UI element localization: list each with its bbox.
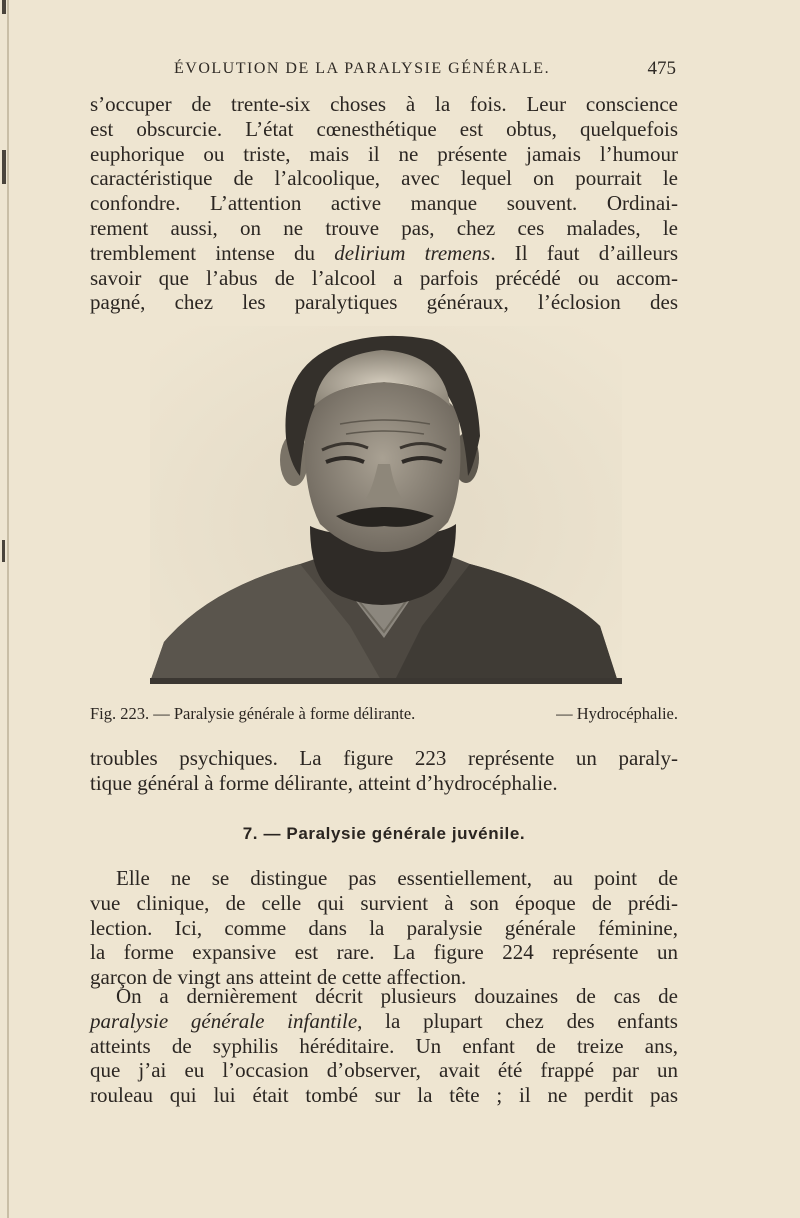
running-head-title: ÉVOLUTION DE LA PARALYSIE GÉNÉRALE. [174,60,551,77]
text-line: Elle ne se distingue pas essentiellement, au point de [116,866,678,890]
portrait-photo [150,326,622,684]
paragraph-3 [90,866,678,990]
text-line: lection. Ici, comme dans la paralysie générale féminine, [90,915,678,940]
page-edge-mark [2,150,6,184]
figure-portrait-photo [150,326,622,684]
page-edge-mark [2,0,6,14]
figure-caption [90,704,680,726]
text-line: que j’ai eu l’occasion d’observer, avait été frappé par un [90,1058,678,1083]
text-line: savoir que l’abus de l’alcool a parfois précédé ou accom- [90,265,678,290]
italic-term: paralysie générale infantile [90,1008,358,1033]
text-line: euphorique ou triste, mais il ne présente jamais l’humour [90,141,678,166]
figure-caption-secondary: — Hydrocéphalie. [556,704,678,723]
section-heading: 7. — Paralysie générale juvénile. [242,824,526,843]
text-line: pagné, chez les paralytiques généraux, l’éclosion des [90,290,678,315]
text-line: rouleau qui lui était tombé sur la tête ; il ne perdit pas [90,1083,678,1108]
text-line: la forme expansive est rare. La figure 224 représente un [90,940,678,965]
text-run: tremblement intense du [90,240,335,265]
running-head [90,60,678,82]
text-line: confondre. L’attention active manque souvent. Ordinai- [90,191,678,216]
text-line: caractéristique de l’alcoolique, avec lequel on pourrait le [90,166,678,191]
text-line: garçon de vingt ans atteint de cette affection. [90,965,467,990]
page-number: 475 [647,58,676,79]
text-line [90,241,678,266]
text-line: tique général à forme délirante, atteint d’hydrocéphalie. [90,770,558,795]
text-line: vue clinique, de celle qui survient à son époque de prédi- [90,890,678,915]
text-line: est obscurcie. L’état cœnesthétique est obtus, quelquefois [90,116,678,141]
figure-caption-main: Fig. 223. — Paralysie générale à forme délirante. [90,704,416,723]
paragraph-4 [90,984,678,1108]
text-line: rement aussi, on ne trouve pas, chez ces malades, le [90,215,678,240]
page-edge-line [7,0,9,1218]
text-line [90,1009,678,1034]
italic-term: delirium tremens [334,240,491,265]
text-line: atteints de syphilis héréditaire. Un enfant de treize ans, [90,1033,678,1058]
paragraph-2 [90,746,678,796]
text-line: troubles psychiques. La figure 223 représente un paraly- [90,746,678,770]
paragraph-1 [90,92,678,315]
page-edge-mark [2,540,5,562]
text-line: s’occuper de trente-six choses à la fois. Leur conscience [90,92,678,116]
text-run: . Il faut d’ailleurs [490,240,679,265]
text-run: , la plupart chez des enfants [357,1008,678,1033]
text-line: On a dernièrement décrit plusieurs douzaines de cas de [116,984,678,1008]
